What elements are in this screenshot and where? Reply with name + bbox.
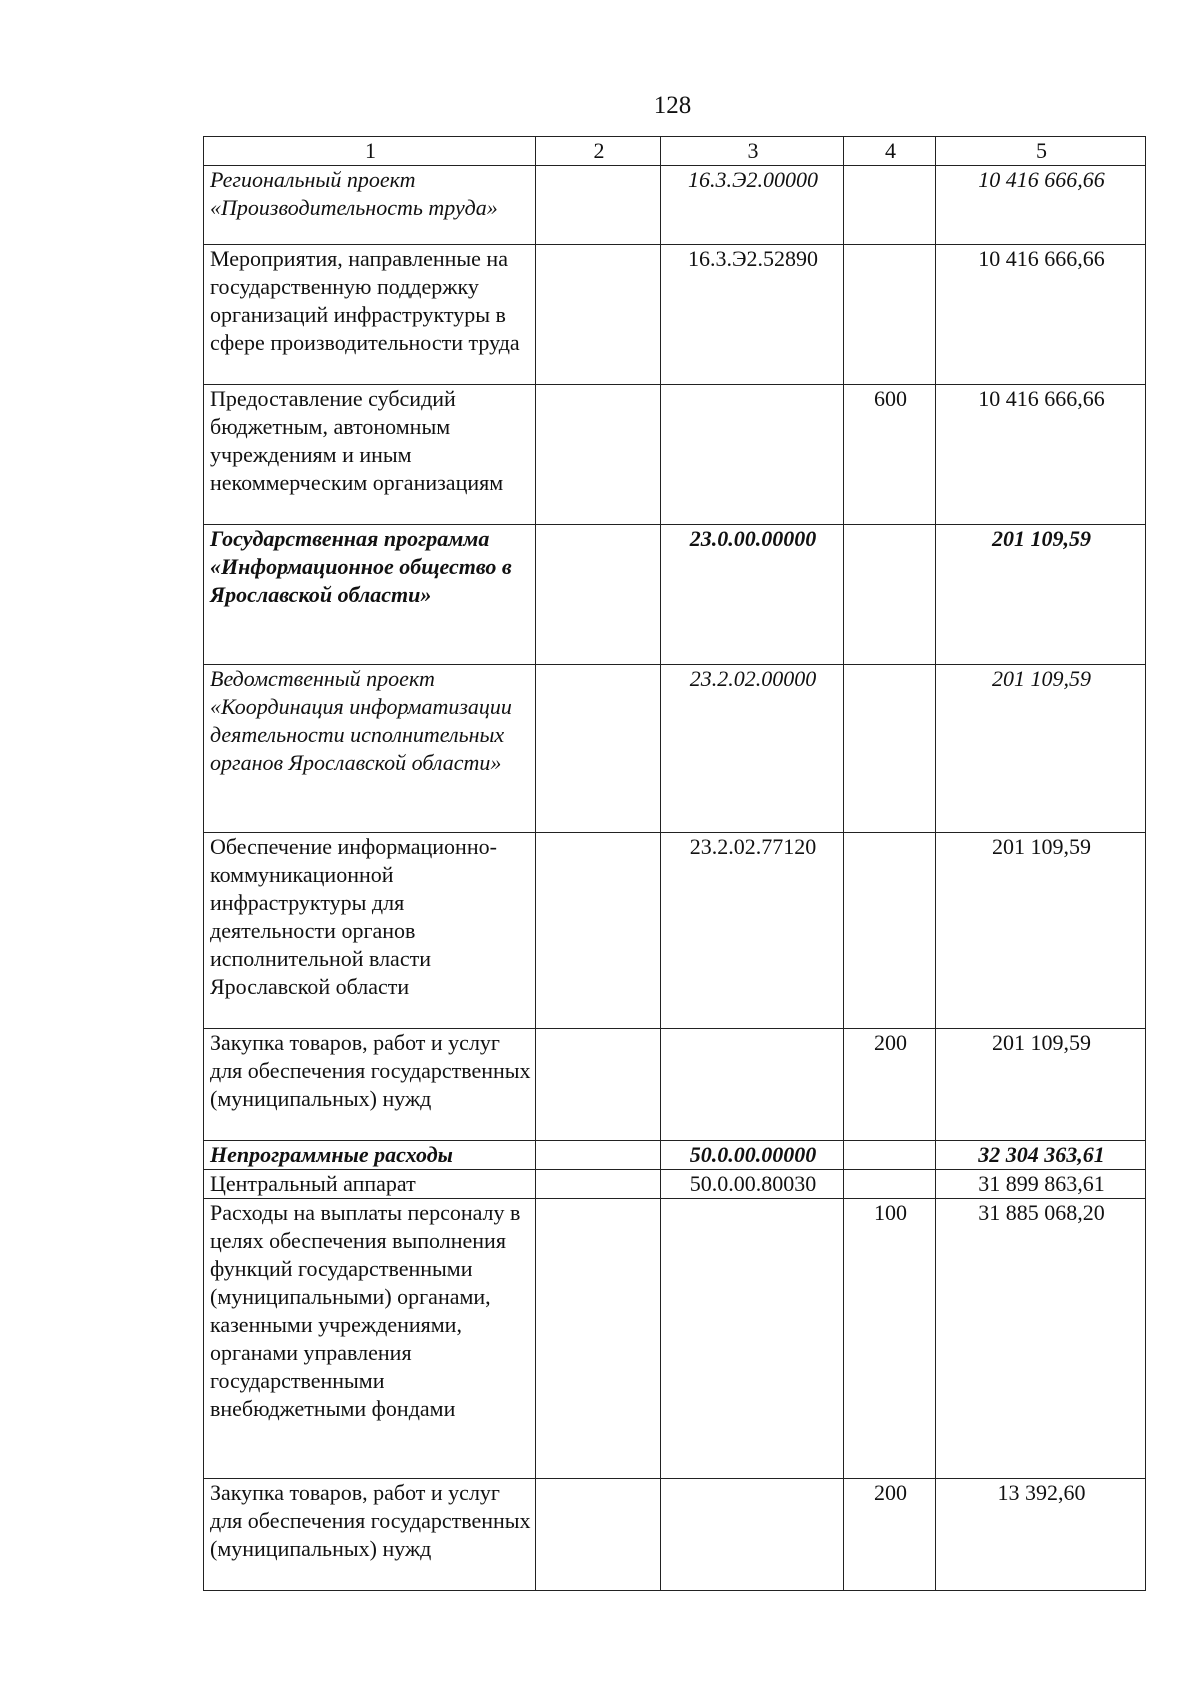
row-group: 200 — [844, 1029, 936, 1141]
row-group: 600 — [844, 385, 936, 525]
row-group — [844, 166, 936, 245]
row-code: 23.0.00.00000 — [661, 525, 844, 665]
column-header-2: 2 — [536, 137, 661, 166]
table-row — [204, 166, 1146, 245]
column-header-1: 1 — [204, 137, 536, 166]
table-row — [204, 1170, 1146, 1199]
row-code: 16.3.Э2.52890 — [661, 245, 844, 385]
row-col2 — [536, 1479, 661, 1591]
row-amount: 13 392,60 — [936, 1479, 1146, 1591]
row-col2 — [536, 1029, 661, 1141]
row-amount: 201 109,59 — [936, 833, 1146, 1029]
row-code: 16.3.Э2.00000 — [661, 166, 844, 245]
table-row — [204, 665, 1146, 833]
table-row — [204, 833, 1146, 1029]
row-code: 23.2.02.00000 — [661, 665, 844, 833]
row-amount: 201 109,59 — [936, 1029, 1146, 1141]
table-row — [204, 1029, 1146, 1141]
row-amount: 10 416 666,66 — [936, 385, 1146, 525]
row-amount: 10 416 666,66 — [936, 166, 1146, 245]
row-name: Центральный аппарат — [204, 1170, 536, 1199]
column-header-5: 5 — [936, 137, 1146, 166]
row-group — [844, 525, 936, 665]
column-header-3: 3 — [661, 137, 844, 166]
row-name: Государственная программа «Информационное общество в Ярославской области» — [204, 525, 536, 665]
row-code — [661, 1199, 844, 1479]
row-col2 — [536, 245, 661, 385]
row-group — [844, 1170, 936, 1199]
row-name: Предоставление субсидий бюджетным, автономным учреждениям и иным некоммерческим организациям — [204, 385, 536, 525]
row-col2 — [536, 525, 661, 665]
row-amount: 10 416 666,66 — [936, 245, 1146, 385]
table-row — [204, 245, 1146, 385]
row-name: Мероприятия, направленные на государственную поддержку организаций инфраструктуры в сфере производительности труда — [204, 245, 536, 385]
row-code: 23.2.02.77120 — [661, 833, 844, 1029]
row-group — [844, 245, 936, 385]
column-header-4: 4 — [844, 137, 936, 166]
row-amount: 31 899 863,61 — [936, 1170, 1146, 1199]
row-code — [661, 1029, 844, 1141]
budget-table — [203, 136, 1146, 1591]
row-group — [844, 833, 936, 1029]
row-name: Закупка товаров, работ и услуг для обеспечения государственных (муниципальных) нужд — [204, 1029, 536, 1141]
table-row — [204, 385, 1146, 525]
row-amount: 31 885 068,20 — [936, 1199, 1146, 1479]
row-code — [661, 1479, 844, 1591]
row-code: 50.0.00.80030 — [661, 1170, 844, 1199]
table-row — [204, 1141, 1146, 1170]
row-col2 — [536, 385, 661, 525]
table-row — [204, 1479, 1146, 1591]
row-col2 — [536, 665, 661, 833]
table-row — [204, 525, 1146, 665]
row-name: Расходы на выплаты персоналу в целях обеспечения выполнения функций государственными (муниципальными) органами, казенными учреждениями, органами управления государственными внебюджетными фондами — [204, 1199, 536, 1479]
row-name: Региональный проект «Производительность труда» — [204, 166, 536, 245]
row-group — [844, 1141, 936, 1170]
row-col2 — [536, 1141, 661, 1170]
row-name: Непрограммные расходы — [204, 1141, 536, 1170]
row-amount: 201 109,59 — [936, 525, 1146, 665]
table-row — [204, 1199, 1146, 1479]
row-group: 200 — [844, 1479, 936, 1591]
row-name: Обеспечение информационно-коммуникационной инфраструктуры для деятельности органов исполнительной власти Ярославской области — [204, 833, 536, 1029]
row-amount: 201 109,59 — [936, 665, 1146, 833]
row-col2 — [536, 833, 661, 1029]
row-col2 — [536, 166, 661, 245]
row-code: 50.0.00.00000 — [661, 1141, 844, 1170]
row-group — [844, 665, 936, 833]
row-code — [661, 385, 844, 525]
header-row — [204, 137, 1146, 166]
page-number: 128 — [653, 92, 692, 119]
row-col2 — [536, 1199, 661, 1479]
row-amount: 32 304 363,61 — [936, 1141, 1146, 1170]
row-group: 100 — [844, 1199, 936, 1479]
row-name: Закупка товаров, работ и услуг для обеспечения государственных (муниципальных) нужд — [204, 1479, 536, 1591]
row-col2 — [536, 1170, 661, 1199]
row-name: Ведомственный проект «Координация информатизации деятельности исполнительных органов Ярославской области» — [204, 665, 536, 833]
